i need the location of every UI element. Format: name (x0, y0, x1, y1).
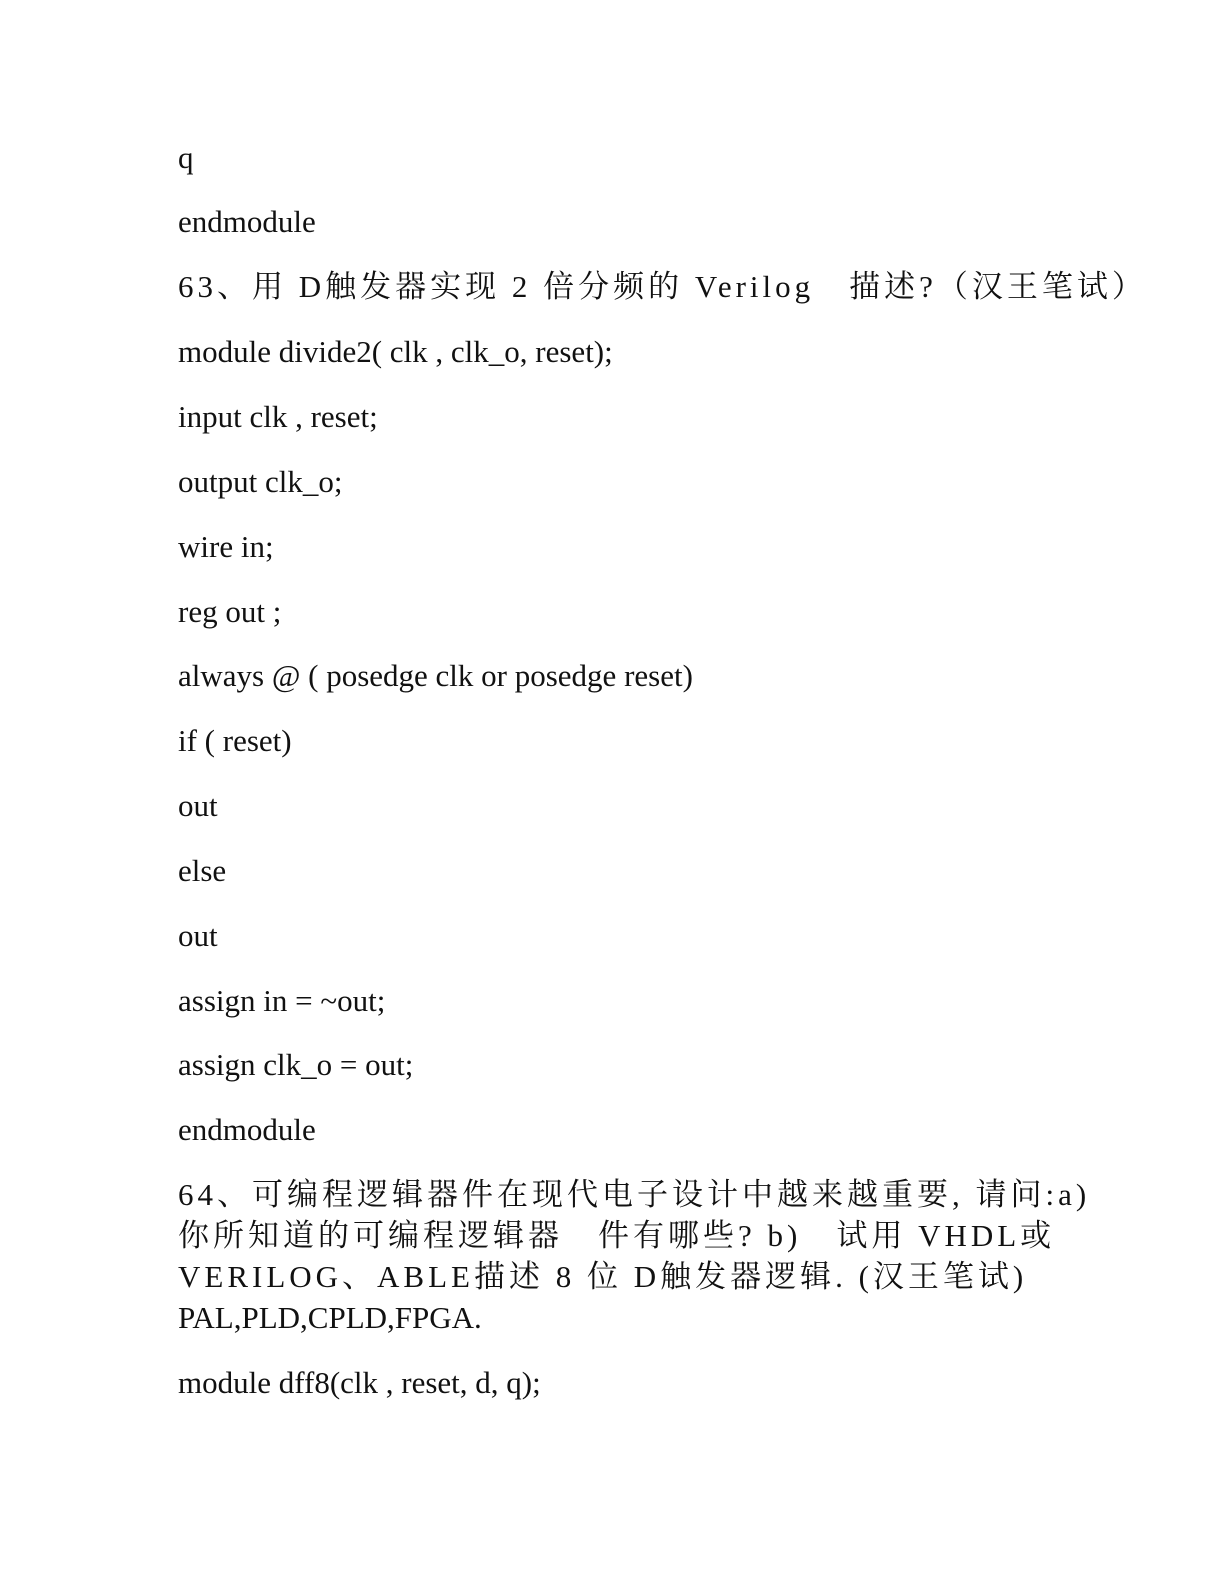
code-line: module dff8(clk , reset, d, q); (178, 1365, 541, 1400)
code-line: module divide2( clk , clk_o, reset); (178, 334, 613, 369)
code-line: wire in; (178, 529, 274, 564)
question-64-line-3: VERILOG、ABLE描述 8 位 D触发器逻辑. (汉王笔试) (178, 1259, 1028, 1294)
question-63-heading: 63、用 D触发器实现 2 倍分频的 Verilog 描述?（汉王笔试） (178, 269, 1147, 304)
code-line: endmodule (178, 1112, 316, 1147)
code-line: input clk , reset; (178, 399, 378, 434)
code-line: if ( reset) (178, 723, 292, 758)
code-line: assign in = ~out; (178, 983, 386, 1018)
code-line: reg out ; (178, 594, 282, 629)
code-line: output clk_o; (178, 464, 343, 499)
code-line: out (178, 788, 218, 823)
code-line: q (178, 140, 194, 175)
code-line: else (178, 853, 227, 888)
question-64-line-1: 64、可编程逻辑器件在现代电子设计中越来越重要, 请问:a) (178, 1177, 1091, 1212)
code-line: endmodule (178, 204, 316, 239)
answer-line: PAL,PLD,CPLD,FPGA. (178, 1300, 482, 1335)
question-64-line-2: 你所知道的可编程逻辑器 件有哪些? b) 试用 VHDL或 (178, 1218, 1056, 1253)
code-line: out (178, 918, 218, 953)
code-line: always @ ( posedge clk or posedge reset) (178, 658, 693, 693)
code-line: assign clk_o = out; (178, 1047, 414, 1082)
